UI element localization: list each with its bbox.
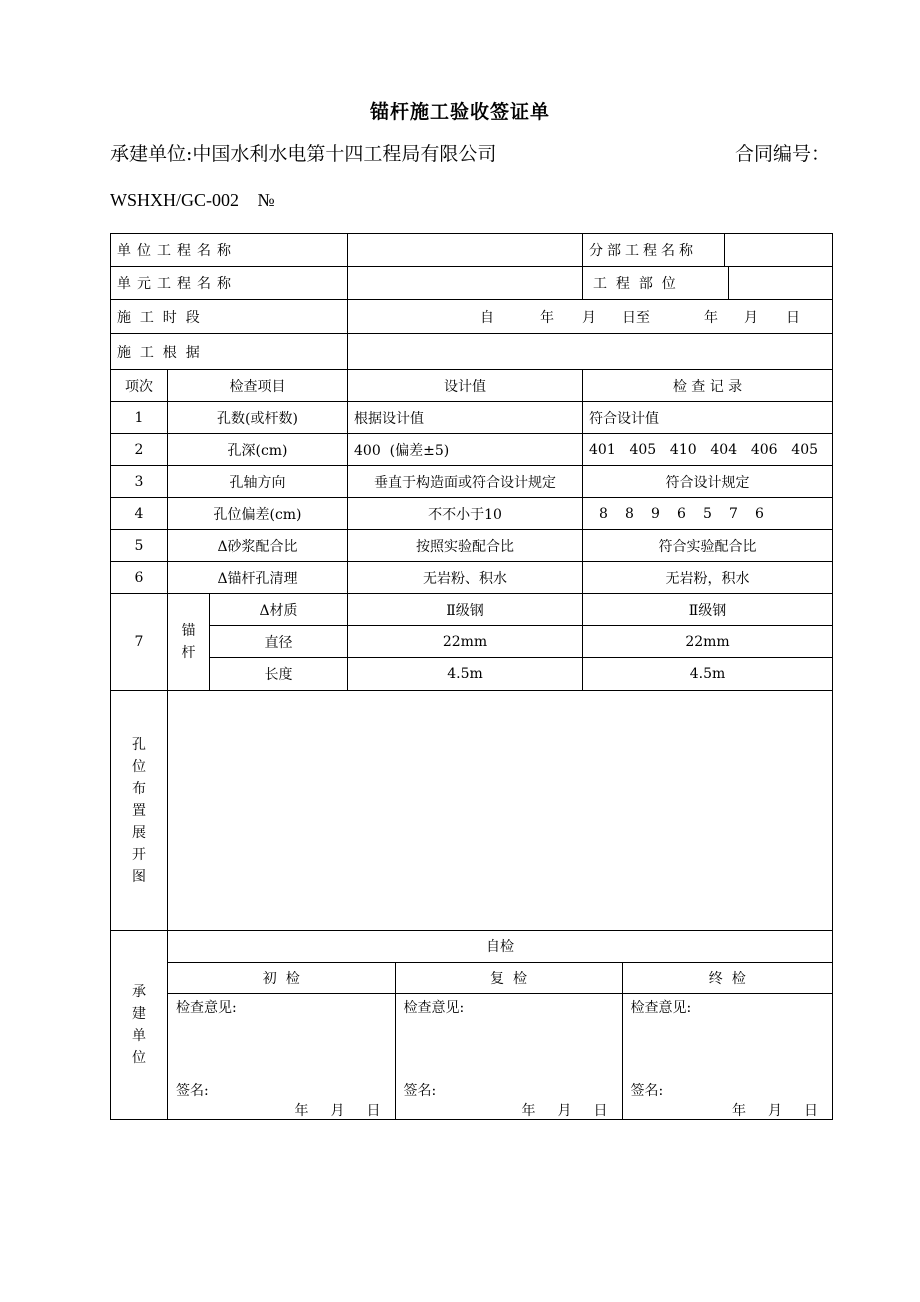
approval-label-char: 建 bbox=[132, 1006, 146, 1022]
period-day-to: 日至 bbox=[622, 309, 651, 326]
row-record: 无岩粉，积水 bbox=[583, 562, 833, 594]
self-check-label: 自检 bbox=[168, 931, 832, 962]
header-row-unit bbox=[111, 234, 833, 267]
approval-label-char: 承 bbox=[132, 984, 146, 1000]
period-year: 年 bbox=[540, 309, 555, 326]
period-month2: 月 bbox=[744, 309, 759, 326]
date-month: 月 bbox=[557, 1102, 572, 1119]
anchor-seq: 7 bbox=[111, 594, 168, 691]
row-seq: 3 bbox=[111, 466, 168, 498]
depth-value: 404 bbox=[710, 441, 738, 458]
layout-drawing-label bbox=[111, 691, 168, 931]
signature-label: 签名: bbox=[176, 1082, 209, 1099]
layout-label-char: 置 bbox=[132, 802, 146, 819]
row-item: Δ锚杆孔清理 bbox=[168, 562, 348, 594]
basis-value[interactable] bbox=[348, 334, 833, 370]
approval-area bbox=[168, 931, 833, 1120]
offset-value: 6 bbox=[755, 505, 764, 522]
anchor-item: 长度 bbox=[210, 658, 348, 691]
row-item: 孔轴方向 bbox=[168, 466, 348, 498]
row-item: 孔位偏差(cm) bbox=[168, 498, 348, 530]
header-row-element bbox=[111, 267, 833, 300]
row-item: 孔数(或杆数) bbox=[168, 402, 348, 434]
sign-date bbox=[273, 1100, 381, 1120]
offset-value: 6 bbox=[677, 505, 686, 522]
table-row bbox=[111, 402, 833, 434]
row-seq: 2 bbox=[111, 434, 168, 466]
second-check-label: 复 检 bbox=[395, 962, 622, 993]
approval-label bbox=[111, 931, 168, 1120]
period-label: 施 工 时 段 bbox=[111, 300, 348, 334]
anchor-record: 4.5m bbox=[583, 658, 833, 691]
layout-label-char: 布 bbox=[132, 780, 146, 797]
first-check-cell[interactable] bbox=[168, 993, 395, 1119]
depth-value: 405 bbox=[629, 441, 657, 458]
approval-label-char: 单 bbox=[132, 1028, 146, 1044]
period-month: 月 bbox=[582, 309, 597, 326]
anchor-row bbox=[111, 594, 833, 626]
signature-label: 签名: bbox=[630, 1082, 664, 1099]
anchor-design: Ⅱ级钢 bbox=[348, 594, 583, 626]
row-seq: 6 bbox=[111, 562, 168, 594]
approval-row bbox=[111, 931, 833, 1120]
depth-value: 401 bbox=[589, 441, 616, 458]
row-design: 不不小于10 bbox=[348, 498, 583, 530]
col-item: 检查项目 bbox=[168, 370, 348, 402]
offset-value: 8 bbox=[625, 505, 634, 522]
period-year2: 年 bbox=[704, 309, 719, 326]
column-header-row bbox=[111, 370, 833, 402]
date-day: 日 bbox=[804, 1102, 819, 1119]
date-year: 年 bbox=[521, 1102, 536, 1119]
row-seq: 5 bbox=[111, 530, 168, 562]
contractor-line bbox=[110, 139, 830, 166]
date-month: 月 bbox=[330, 1102, 345, 1119]
offset-value: 9 bbox=[651, 505, 660, 522]
second-check-cell[interactable] bbox=[395, 993, 622, 1119]
table-row bbox=[111, 562, 833, 594]
anchor-item: 直径 bbox=[210, 626, 348, 658]
opinion-label: 检查意见: bbox=[403, 999, 465, 1016]
row-record: 符合设计值 bbox=[583, 402, 833, 434]
offset-value: 7 bbox=[729, 505, 738, 522]
contractor-label: 承建单位:中国水利水电第十四工程局有限公司 bbox=[110, 143, 497, 165]
row-item: Δ砂浆配合比 bbox=[168, 530, 348, 562]
layout-drawing-area[interactable] bbox=[168, 691, 833, 931]
date-year: 年 bbox=[294, 1102, 309, 1119]
anchor-item: Δ材质 bbox=[210, 594, 348, 626]
row-record: 符合设计规定 bbox=[583, 466, 833, 498]
period-day2: 日 bbox=[786, 309, 801, 326]
approval-label-char: 位 bbox=[132, 1050, 146, 1066]
row-seq: 1 bbox=[111, 402, 168, 434]
number-symbol: № bbox=[257, 190, 275, 210]
anchor-design: 4.5m bbox=[348, 658, 583, 691]
layout-drawing-row bbox=[111, 691, 833, 931]
contract-code: WSHXH/GC-002 bbox=[110, 190, 239, 210]
table-row bbox=[111, 434, 833, 466]
contract-number-label: 合同编号： bbox=[734, 143, 830, 165]
table-row bbox=[111, 498, 833, 530]
period-from: 自 bbox=[480, 309, 495, 326]
table-row bbox=[111, 530, 833, 562]
date-day: 日 bbox=[366, 1102, 381, 1119]
opinion-label: 检查意见: bbox=[630, 999, 692, 1016]
col-seq: 项次 bbox=[111, 370, 168, 402]
document-title: 锚杆施工验收签证单 bbox=[369, 101, 550, 123]
acceptance-table bbox=[110, 233, 833, 1120]
sub-project-label: 分部工程名称 bbox=[583, 234, 725, 266]
layout-label-char: 开 bbox=[132, 846, 146, 863]
period-value[interactable] bbox=[348, 300, 833, 334]
basis-label: 施 工 根 据 bbox=[111, 334, 348, 370]
contract-code-line bbox=[110, 190, 289, 211]
col-record: 检 查 记 录 bbox=[583, 370, 833, 402]
table-row bbox=[111, 466, 833, 498]
row-design: 400 (偏差±5) bbox=[348, 434, 583, 466]
col-design: 设计值 bbox=[348, 370, 583, 402]
sub-project-value[interactable] bbox=[725, 234, 832, 266]
row-item: 孔深(cm) bbox=[168, 434, 348, 466]
project-part-label: 工 程 部 位 bbox=[583, 267, 729, 299]
anchor-label-char: 锚 bbox=[181, 623, 196, 639]
layout-label-char: 展 bbox=[132, 824, 146, 841]
date-day: 日 bbox=[593, 1102, 608, 1119]
layout-label-char: 孔 bbox=[132, 736, 146, 753]
unit-project-label: 单位工程名称 bbox=[111, 234, 348, 267]
basis-row bbox=[111, 334, 833, 370]
opinion-label: 检查意见: bbox=[176, 999, 237, 1016]
offset-value: 8 bbox=[599, 505, 608, 522]
row-design: 根据设计值 bbox=[348, 402, 583, 434]
layout-label-char: 位 bbox=[132, 758, 146, 775]
anchor-design: 22mm bbox=[348, 626, 583, 658]
project-part-value[interactable] bbox=[729, 267, 832, 299]
row-record bbox=[583, 498, 833, 530]
row-seq: 4 bbox=[111, 498, 168, 530]
date-month: 月 bbox=[768, 1102, 783, 1119]
sign-date bbox=[710, 1100, 818, 1120]
final-check-cell[interactable] bbox=[622, 993, 832, 1119]
anchor-row bbox=[111, 658, 833, 691]
element-project-value[interactable] bbox=[348, 267, 583, 300]
unit-project-value[interactable] bbox=[348, 234, 583, 267]
anchor-record: Ⅱ级钢 bbox=[583, 594, 833, 626]
depth-value: 405 bbox=[791, 441, 819, 458]
anchor-label-char: 杆 bbox=[181, 645, 196, 661]
final-check-label: 终 检 bbox=[622, 962, 832, 993]
anchor-group-label bbox=[168, 594, 210, 691]
row-record bbox=[583, 434, 833, 466]
signature-label: 签名: bbox=[403, 1082, 437, 1099]
period-row bbox=[111, 300, 833, 334]
offset-value: 5 bbox=[703, 505, 712, 522]
date-year: 年 bbox=[732, 1102, 747, 1119]
depth-value: 406 bbox=[750, 441, 778, 458]
first-check-label: 初 检 bbox=[168, 962, 395, 993]
sign-date bbox=[500, 1100, 608, 1120]
layout-label-char: 图 bbox=[132, 868, 146, 885]
anchor-row bbox=[111, 626, 833, 658]
approval-table bbox=[168, 931, 832, 1119]
depth-value: 410 bbox=[669, 441, 697, 458]
row-design: 按照实验配合比 bbox=[348, 530, 583, 562]
anchor-record: 22mm bbox=[583, 626, 833, 658]
row-design: 垂直于构造面或符合设计规定 bbox=[348, 466, 583, 498]
row-record: 符合实验配合比 bbox=[583, 530, 833, 562]
row-design: 无岩粉、积水 bbox=[348, 562, 583, 594]
element-project-label: 单元工程名称 bbox=[111, 267, 348, 300]
